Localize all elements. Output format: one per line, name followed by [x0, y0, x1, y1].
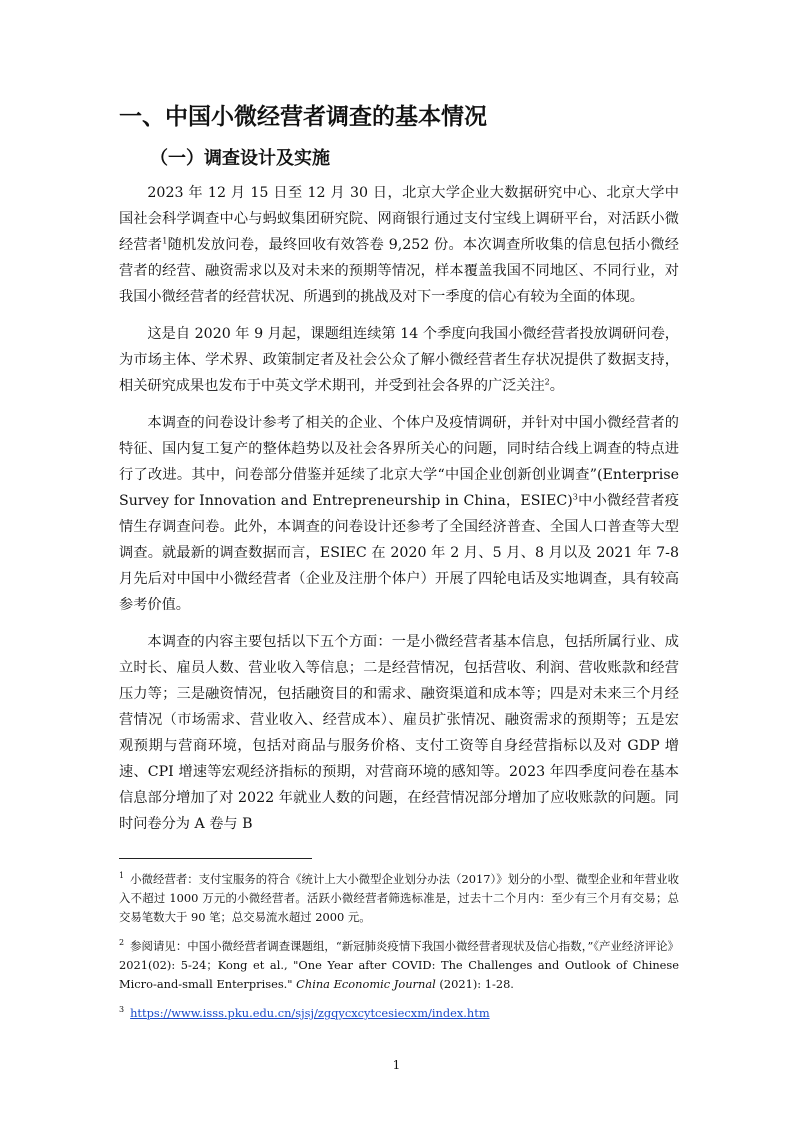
paragraph-3: 本调查的问卷设计参考了相关的企业、个体户及疫情调研，并针对中国小微经营者的特征、国内复工复产的整体趋势以及社会各界所关心的问题，同时结合线上调查的特点进行了改进。其中，问卷部分借鉴并延续了北京大学“中国企业创新创业调查”(Enterprise Survey for Innovation and Entrepreneurship in China，ESIEC)$^3$中小微经营者疫情生存调查问卷。此外，本调查的问卷设计还参考了全国经济普查、全国人口普查等大型调查。就最新的调查数据而言，ESIEC 在 2020 年 2 月、5 月、8 月以及 2021 年 7-8 月先后对中国中小微经营者（企业及注册个体户）开展了四轮电话及实地调查，具有较高参考价值。	[119, 415, 679, 613]
subsection-title: （一）调查设计及实施	[150, 148, 330, 169]
footnote-1: $^1$ 小微经营者：支付宝服务的符合《统计上大小微型企业划分办法（2017）》划分的小型、微型企业和年营业收入不超过 1000 万元的小微经营者。活跃小微经营者筛选标准是，过去十二个月内：至少有三个月有交易；总交易笔数大于 90 笔；总交易流水超过 2000 元。	[119, 871, 679, 924]
section-title: 一、中国小微经营者调查的基本情况	[119, 103, 487, 130]
footnotes	[119, 870, 679, 1033]
paragraph-4: 本调查的内容主要包括以下五个方面：一是小微经营者基本信息，包括所属行业、成立时长、雇员人数、营业收入等信息；二是经营情况，包括营收、利润、营收账款和经营压力等；三是融资情况，包括融资目的和需求、融资渠道和成本等；四是对未来三个月经营情况（市场需求、营业收入、经营成本）、雇员扩张情况、融资需求的预期等；五是宏观预期与营商环境，包括对商品与服务价格、支付工资等自身经营指标以及对 GDP 增速、CPI 增速等宏观经济指标的预期，对营商环境的感知等。2023 年四季度问卷在基本信息部分增加了对 2022 年就业人数的问题，在经营情况部分增加了应收账款的问题。同时问卷分为 A 卷与 B	[119, 634, 679, 832]
page-number: 1	[392, 1058, 401, 1072]
footnote-ref-3[interactable]: 3	[572, 492, 578, 502]
paragraph-2: 这是自 2020 年 9 月起，课题组连续第 14 个季度向我国小微经营者投放调研问卷，为市场主体、学术界、政策制定者及社会公众了解小微经营者生存状况提供了数据支持，相关研究成果也发布于中英文学术期刊，并受到社会各界的广泛关注$^2$。	[119, 326, 679, 394]
footnote-2: $^2$ 参阅请见：中国小微经营者调查课题组，“新冠肺炎疫情下我国小微经营者现状及信心指数，”《产业经济评论》2021(02): 5-24；Kong et al., "One Year after COVID: The Challenges and Outlook of Chinese Micro-and-small Enterprises." China Economic Journal (2021): 1-28.	[119, 938, 679, 991]
footnote-divider	[119, 858, 312, 859]
footnote-ref-2[interactable]: 2	[544, 377, 550, 387]
footnote-link[interactable]: https://www.isss.pku.edu.cn/sjsj/zgqycxcytcesiecxm/index.htm	[130, 1006, 490, 1020]
body-text	[119, 180, 679, 848]
paragraph-1: 2023 年 12 月 15 日至 12 月 30 日，北京大学企业大数据研究中心、北京大学中国社会科学调查中心与蚂蚁集团研究院、网商银行通过支付宝线上调研平台，对活跃小微经营者$^1$随机发放问卷，最终回收有效答卷 9,252 份。本次调查所收集的信息包括小微经营者的经营、融资需求以及对未来的预期等情况，样本覆盖我国不同地区、不同行业，对我国小微经营者的经营状况、所遇到的挑战及对下一季度的信心有较为全面的体现。	[119, 185, 679, 305]
journal-title: China Economic Journal	[296, 977, 436, 991]
footnote-3: $^3$ https://www.isss.pku.edu.cn/sjsj/zgqycxcytcesiecxm/index.htm	[119, 1005, 490, 1020]
footnote-ref-1[interactable]: 1	[162, 236, 168, 246]
